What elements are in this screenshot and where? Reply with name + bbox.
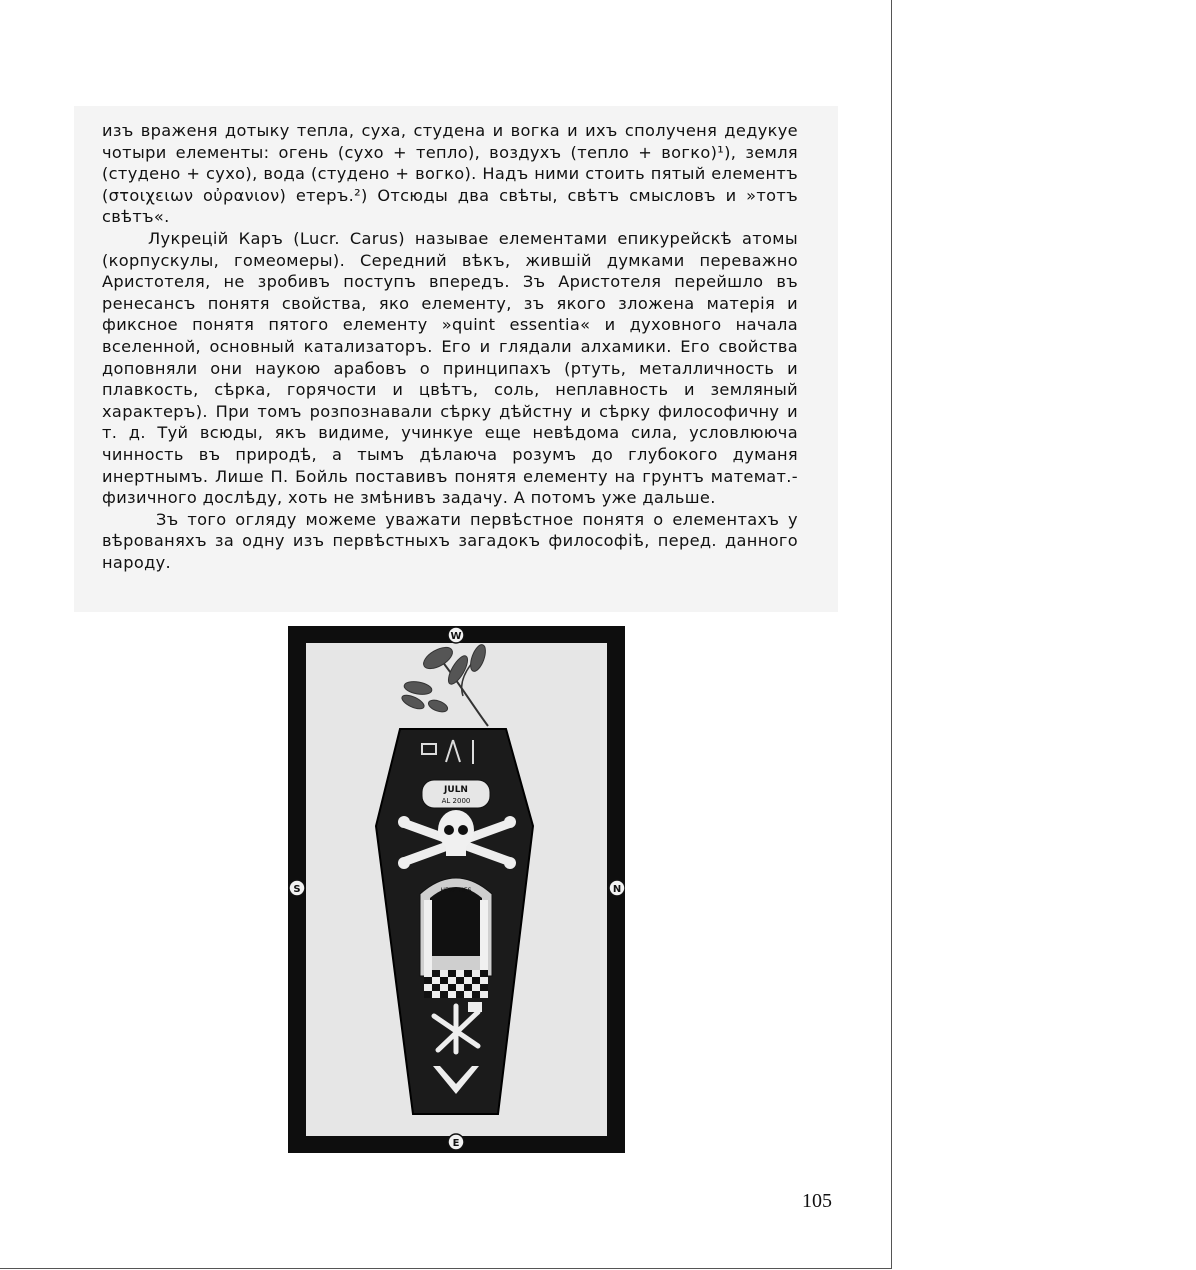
floor-tile	[456, 977, 464, 984]
floor-tile	[424, 970, 432, 977]
floor-tile	[456, 970, 464, 977]
floor-tile	[424, 977, 432, 984]
floor-tile	[432, 970, 440, 977]
floor-tile	[464, 970, 472, 977]
compass-top-medallion	[448, 627, 464, 643]
floor-tile	[480, 991, 488, 998]
plate-date-text: AL 2000	[441, 797, 471, 805]
floor-tile	[424, 991, 432, 998]
floor-tile	[440, 970, 448, 977]
floor-tile	[424, 984, 432, 991]
compass-right-medallion	[609, 880, 625, 896]
floor-tile	[432, 977, 440, 984]
compass-w-label: W	[450, 631, 462, 642]
paragraph-2: Лукрецій Каръ (Lucr. Carus) называе елементами епикурейскѣ атомы (корпускулы, гомеомеры). Середний вѣкъ, жившій думками переважно Аристотеля, не зробивъ поступъ впередъ. Зъ Аристотеля перейшло въ ренесансъ понятя свойства, яко елементу, зъ якого зложена матерія и фиксное понятя пятого елементу »quint essentia« и духовного начала вселенной, основный катализаторъ. Его и глядали алхамики. Его свойства доповняли они наукою арабовъ о принципахъ (ртуть, металличность и плавкость, сѣрка, горячости и цвѣтъ, соль, неплавность и земляный характеръ). При томъ розпознавали сѣрку дѣйстну и сѣрку философичну и т. д. Туй всюды, якъ видиме, учинкуе еще невѣдома сила, условлююча чинность въ природѣ, а тымъ дѣлаюча розумъ до глубокого думаня инертнымъ. Лише П. Бойль поставивъ понятя елементу на грунтъ математ.-физичного дослѣду, хоть не змѣнивъ задачу. А потомъ уже дальше.	[102, 228, 798, 508]
floor-tile	[448, 991, 456, 998]
temple-archway	[420, 878, 492, 976]
body-text	[102, 120, 798, 573]
floor-tile	[448, 977, 456, 984]
floor-tile	[480, 984, 488, 991]
floor-tile	[472, 991, 480, 998]
floor-tile	[432, 984, 440, 991]
floor-tile	[440, 991, 448, 998]
checkered-floor	[424, 970, 488, 998]
compass-n-label: N	[612, 884, 622, 895]
compass-bottom-medallion	[448, 1134, 464, 1150]
floor-tile	[448, 984, 456, 991]
compass-s-label: S	[293, 884, 301, 895]
floor-tile	[440, 977, 448, 984]
floor-tile	[464, 977, 472, 984]
coffin-name-plate	[422, 780, 490, 808]
floor-tile	[456, 991, 464, 998]
floor-tile	[480, 977, 488, 984]
plate-name-text: JULN	[444, 785, 468, 795]
compass-left-medallion	[289, 880, 305, 896]
floor-tile	[472, 984, 480, 991]
compass-e-label: E	[452, 1138, 460, 1149]
arch-inscription: HERE LIES	[440, 887, 472, 894]
masonic-tracing-board-image	[288, 626, 625, 1153]
page-number: 105	[802, 1190, 832, 1212]
floor-tile	[464, 991, 472, 998]
floor-tile	[480, 970, 488, 977]
paragraph-3: Зъ того огляду можеме уважати первѣстное понятя о елементахъ у вѣрованяхъ за одну изъ первѣстныхъ загадокъ философіѣ, перед. данного народу.	[102, 509, 798, 572]
paragraph-1: изъ враженя дотыку тепла, суха, студена и вогка и ихъ сполученя дедукуе чотыри елементы: огень (сухо + тепло), воздухъ (тепло + вогко)¹), земля (студено + сухо), вода (студено + вогко). Надъ ними стоить пятый елементъ (στοιχειων οὐρανιον) етеръ.²) Отсюды два свѣты, свѣтъ смысловъ и »тотъ свѣтъ«.	[102, 121, 798, 227]
floor-tile	[472, 977, 480, 984]
tracing-board-illustration	[288, 626, 625, 1153]
floor-tile	[464, 984, 472, 991]
floor-tile	[456, 984, 464, 991]
floor-tile	[440, 984, 448, 991]
floor-tile	[472, 970, 480, 977]
floor-tile	[432, 991, 440, 998]
floor-tile	[448, 970, 456, 977]
